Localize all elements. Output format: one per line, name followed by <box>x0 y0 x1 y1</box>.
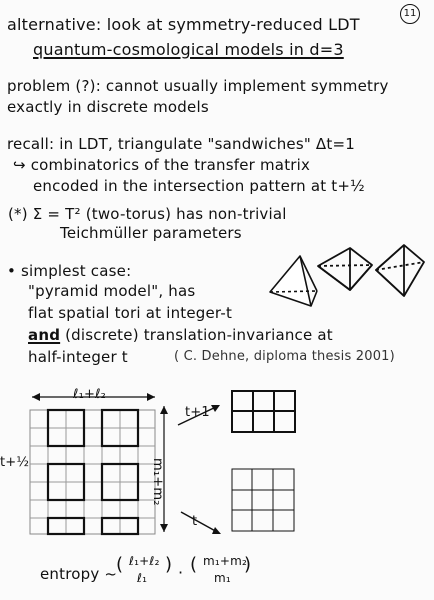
recall-line-3: encoded in the intersection pattern at t+½ <box>33 177 365 195</box>
problem-line-1: problem (?): cannot usually implement symmetry <box>7 77 389 95</box>
arrow-down-label: t <box>192 514 198 529</box>
entropy-binom1-bottom: ℓ₁ <box>137 571 148 585</box>
entropy-binom2-top: m₁+m₂ <box>203 554 248 568</box>
citation: ( C. Dehne, diploma thesis 2001) <box>174 349 395 364</box>
top-brace-label: ℓ₁+ℓ₂ <box>73 387 107 402</box>
simplest-case-line-3: flat spatial tori at integer-t <box>28 304 233 322</box>
torus-line-1: (*) Σ = T² (two-torus) has non-trivial <box>8 205 287 223</box>
left-label: t+½ <box>0 455 30 470</box>
side-label: m₁+m₂ <box>150 458 165 506</box>
torus-line-2: Teichmüller parameters <box>60 224 242 242</box>
recall-line-2: ↪ combinatorics of the transfer matrix <box>13 156 311 174</box>
arrow-up-label: t+1 <box>185 405 210 420</box>
entropy-binom2-bottom: m₁ <box>214 571 231 585</box>
page-number-badge: 11 <box>400 4 420 24</box>
entropy-binom1-top: ℓ₁+ℓ₂ <box>129 554 160 568</box>
simplest-case-line-1: • simplest case: <box>7 262 132 280</box>
entropy-binom2-close: ) <box>244 554 252 575</box>
and-rest: (discrete) translation-invariance at <box>65 326 333 344</box>
entropy-binom2-open: ( <box>190 554 198 575</box>
entropy-binom1-open: ( <box>116 554 124 575</box>
entropy-prefix: entropy ~ <box>40 565 118 583</box>
recall-line-1: recall: in LDT, triangulate "sandwiches" Δt=1 <box>7 135 355 153</box>
entropy-dot: · <box>178 563 184 582</box>
and-word: and <box>28 326 61 344</box>
problem-line-2: exactly in discrete models <box>7 98 209 116</box>
simplest-case-line-2: "pyramid model", has <box>28 282 196 300</box>
entropy-binom1-close: ) <box>165 554 173 575</box>
simplest-case-line-5: half-integer t <box>28 348 128 366</box>
header-line-1: alternative: look at symmetry-reduced LDT <box>7 15 360 34</box>
header-line-2: quantum-cosmological models in d=3 <box>33 40 344 59</box>
